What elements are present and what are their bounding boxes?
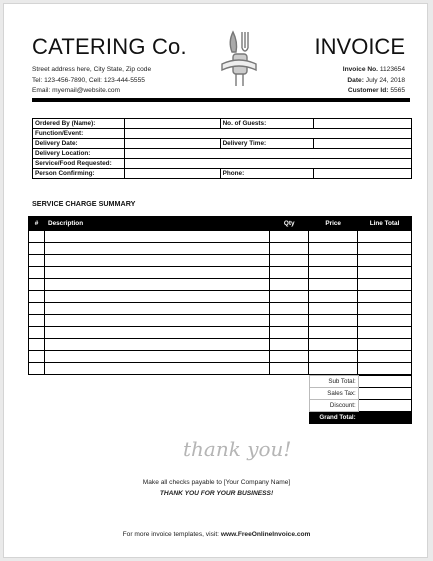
event-info-row xyxy=(33,129,412,139)
items-header-row xyxy=(29,217,412,231)
item-line-total-cell[interactable] xyxy=(358,267,412,279)
col-header-price: Price xyxy=(309,217,358,231)
ordered-by-field[interactable] xyxy=(124,119,220,129)
item-price-cell[interactable] xyxy=(309,339,358,351)
phone-label: Phone: xyxy=(220,169,314,179)
item-number-cell[interactable] xyxy=(29,279,45,291)
item-line-total-cell[interactable] xyxy=(358,363,412,375)
item-price-cell[interactable] xyxy=(309,267,358,279)
item-number-cell[interactable] xyxy=(29,339,45,351)
item-number-cell[interactable] xyxy=(29,267,45,279)
item-price-cell[interactable] xyxy=(309,315,358,327)
item-row xyxy=(29,303,412,315)
item-description-cell[interactable] xyxy=(44,315,269,327)
item-qty-cell[interactable] xyxy=(270,267,309,279)
item-row xyxy=(29,363,412,375)
item-line-total-cell[interactable] xyxy=(358,303,412,315)
item-line-total-cell[interactable] xyxy=(358,291,412,303)
item-price-cell[interactable] xyxy=(309,255,358,267)
item-line-total-cell[interactable] xyxy=(358,339,412,351)
col-header-qty: Qty xyxy=(270,217,309,231)
invoice-title: INVOICE xyxy=(314,34,405,59)
item-number-cell[interactable] xyxy=(29,231,45,243)
item-number-cell[interactable] xyxy=(29,291,45,303)
discount-label: Discount: xyxy=(310,400,359,412)
item-description-cell[interactable] xyxy=(44,279,269,291)
person-confirming-field[interactable] xyxy=(124,169,220,179)
service-summary-title: SERVICE CHARGE SUMMARY xyxy=(32,199,136,208)
item-line-total-cell[interactable] xyxy=(358,255,412,267)
item-price-cell[interactable] xyxy=(309,363,358,375)
thank-you-signature-text: thank you! xyxy=(183,437,292,461)
item-description-cell[interactable] xyxy=(44,351,269,363)
service-requested-label: Service/Food Requested: xyxy=(33,159,125,169)
header-divider xyxy=(32,98,410,102)
customer-id-row xyxy=(343,86,405,97)
function-event-field[interactable] xyxy=(124,129,411,139)
thanks-note: THANK YOU FOR YOUR BUSINESS! xyxy=(159,490,274,497)
delivery-location-label: Delivery Location: xyxy=(33,149,125,159)
phone-field[interactable] xyxy=(314,169,412,179)
invoice-number: 1123654 xyxy=(379,66,405,73)
invoice-date-label: Date: xyxy=(347,76,364,84)
item-price-cell[interactable] xyxy=(309,243,358,255)
item-row xyxy=(29,279,412,291)
item-row xyxy=(29,351,412,363)
event-info-row xyxy=(33,139,412,149)
item-row xyxy=(29,339,412,351)
ordered-by-label: Ordered By (Name): xyxy=(33,119,125,129)
item-price-cell[interactable] xyxy=(309,351,358,363)
sales-tax-value[interactable] xyxy=(358,388,411,400)
sales-tax-row xyxy=(310,388,412,400)
item-row xyxy=(29,291,412,303)
event-info-row xyxy=(33,149,412,159)
grand-total-label: Grand Total: xyxy=(310,412,359,424)
service-items-table xyxy=(28,216,412,375)
footer-site-link[interactable]: www.FreeOnlineInvoice.com xyxy=(220,531,311,538)
invoice-meta xyxy=(343,65,405,97)
sales-tax-label: Sales Tax: xyxy=(310,388,359,400)
grand-total-value[interactable] xyxy=(358,412,411,424)
item-description-cell[interactable] xyxy=(44,339,269,351)
subtotal-row xyxy=(310,376,412,388)
item-description-cell[interactable] xyxy=(44,327,269,339)
delivery-date-field[interactable] xyxy=(124,139,220,149)
item-number-cell[interactable] xyxy=(29,363,45,375)
item-description-cell[interactable] xyxy=(44,243,269,255)
item-qty-cell[interactable] xyxy=(270,291,309,303)
item-qty-cell[interactable] xyxy=(270,363,309,375)
item-line-total-cell[interactable] xyxy=(358,351,412,363)
item-line-total-cell[interactable] xyxy=(358,231,412,243)
invoice-page xyxy=(3,3,428,558)
discount-row xyxy=(310,400,412,412)
delivery-time-label: Delivery Time: xyxy=(220,139,314,149)
item-row xyxy=(29,231,412,243)
event-info-row xyxy=(33,169,412,179)
invoice-number-label: Invoice No. xyxy=(342,66,378,73)
payable-note: Make all checks payable to [Your Company Name] xyxy=(142,479,291,486)
item-row xyxy=(29,255,412,267)
item-row xyxy=(29,315,412,327)
company-phone: Tel: 123-456-7890, Cell: 123-444-5555 xyxy=(32,76,145,84)
item-price-cell[interactable] xyxy=(309,327,358,339)
item-description-cell[interactable] xyxy=(44,291,269,303)
delivery-location-field[interactable] xyxy=(124,149,411,159)
item-line-total-cell[interactable] xyxy=(358,279,412,291)
item-description-cell[interactable] xyxy=(44,303,269,315)
item-description-cell[interactable] xyxy=(44,363,269,375)
item-number-cell[interactable] xyxy=(29,315,45,327)
event-info-row xyxy=(33,119,412,129)
subtotal-label: Sub Total: xyxy=(310,376,359,388)
customer-id: 5565 xyxy=(390,87,405,94)
item-number-cell[interactable] xyxy=(29,303,45,315)
totals-table xyxy=(309,375,412,424)
footer-prefix: For more invoice templates, visit: xyxy=(122,531,221,538)
item-number-cell[interactable] xyxy=(29,243,45,255)
item-price-cell[interactable] xyxy=(309,279,358,291)
item-number-cell[interactable] xyxy=(29,255,45,267)
col-header-description: Description xyxy=(44,217,269,231)
grand-total-row xyxy=(310,412,412,424)
item-price-cell[interactable] xyxy=(309,303,358,315)
item-description-cell[interactable] xyxy=(44,231,269,243)
item-line-total-cell[interactable] xyxy=(358,327,412,339)
item-description-cell[interactable] xyxy=(44,267,269,279)
item-qty-cell[interactable] xyxy=(270,339,309,351)
customer-id-label: Customer Id: xyxy=(347,87,389,94)
delivery-time-field[interactable] xyxy=(314,139,412,149)
company-street-address: Street address here, City State, Zip code xyxy=(32,66,152,73)
item-qty-cell[interactable] xyxy=(270,315,309,327)
event-info-table xyxy=(32,118,412,179)
delivery-date-label: Delivery Date: xyxy=(33,139,125,149)
item-row xyxy=(29,327,412,339)
item-qty-cell[interactable] xyxy=(270,279,309,291)
guests-field[interactable] xyxy=(314,119,412,129)
company-address-block xyxy=(32,65,151,97)
item-qty-cell[interactable] xyxy=(270,303,309,315)
item-qty-cell[interactable] xyxy=(270,327,309,339)
item-number-cell[interactable] xyxy=(29,351,45,363)
footer-note xyxy=(4,531,429,538)
item-row xyxy=(29,243,412,255)
person-confirming-label: Person Confirming: xyxy=(33,169,125,179)
discount-value[interactable] xyxy=(358,400,411,412)
invoice-date: July 24, 2018 xyxy=(365,76,405,84)
service-requested-field[interactable] xyxy=(124,159,411,169)
item-price-cell[interactable] xyxy=(309,291,358,303)
item-line-total-cell[interactable] xyxy=(358,315,412,327)
item-qty-cell[interactable] xyxy=(270,231,309,243)
item-qty-cell[interactable] xyxy=(270,351,309,363)
item-qty-cell[interactable] xyxy=(270,255,309,267)
company-email: Email: myemail@website.com xyxy=(32,87,121,94)
function-event-label: Function/Event: xyxy=(33,129,125,139)
guests-label: No. of Guests: xyxy=(220,119,314,129)
item-description-cell[interactable] xyxy=(44,255,269,267)
item-row xyxy=(29,267,412,279)
invoice-date-row xyxy=(343,76,405,87)
items-body xyxy=(29,231,412,375)
item-line-total-cell[interactable] xyxy=(358,243,412,255)
event-info-row xyxy=(33,159,412,169)
item-qty-cell[interactable] xyxy=(270,243,309,255)
company-name: CATERING Co. xyxy=(32,34,187,59)
invoice-number-row xyxy=(343,65,405,76)
subtotal-value[interactable] xyxy=(358,376,411,388)
chef-utensils-logo-icon xyxy=(216,26,262,90)
item-price-cell[interactable] xyxy=(309,231,358,243)
thank-you-signature xyxy=(179,426,292,466)
col-header-line-total: Line Total xyxy=(358,217,412,231)
item-number-cell[interactable] xyxy=(29,327,45,339)
col-header-number: # xyxy=(29,217,45,231)
